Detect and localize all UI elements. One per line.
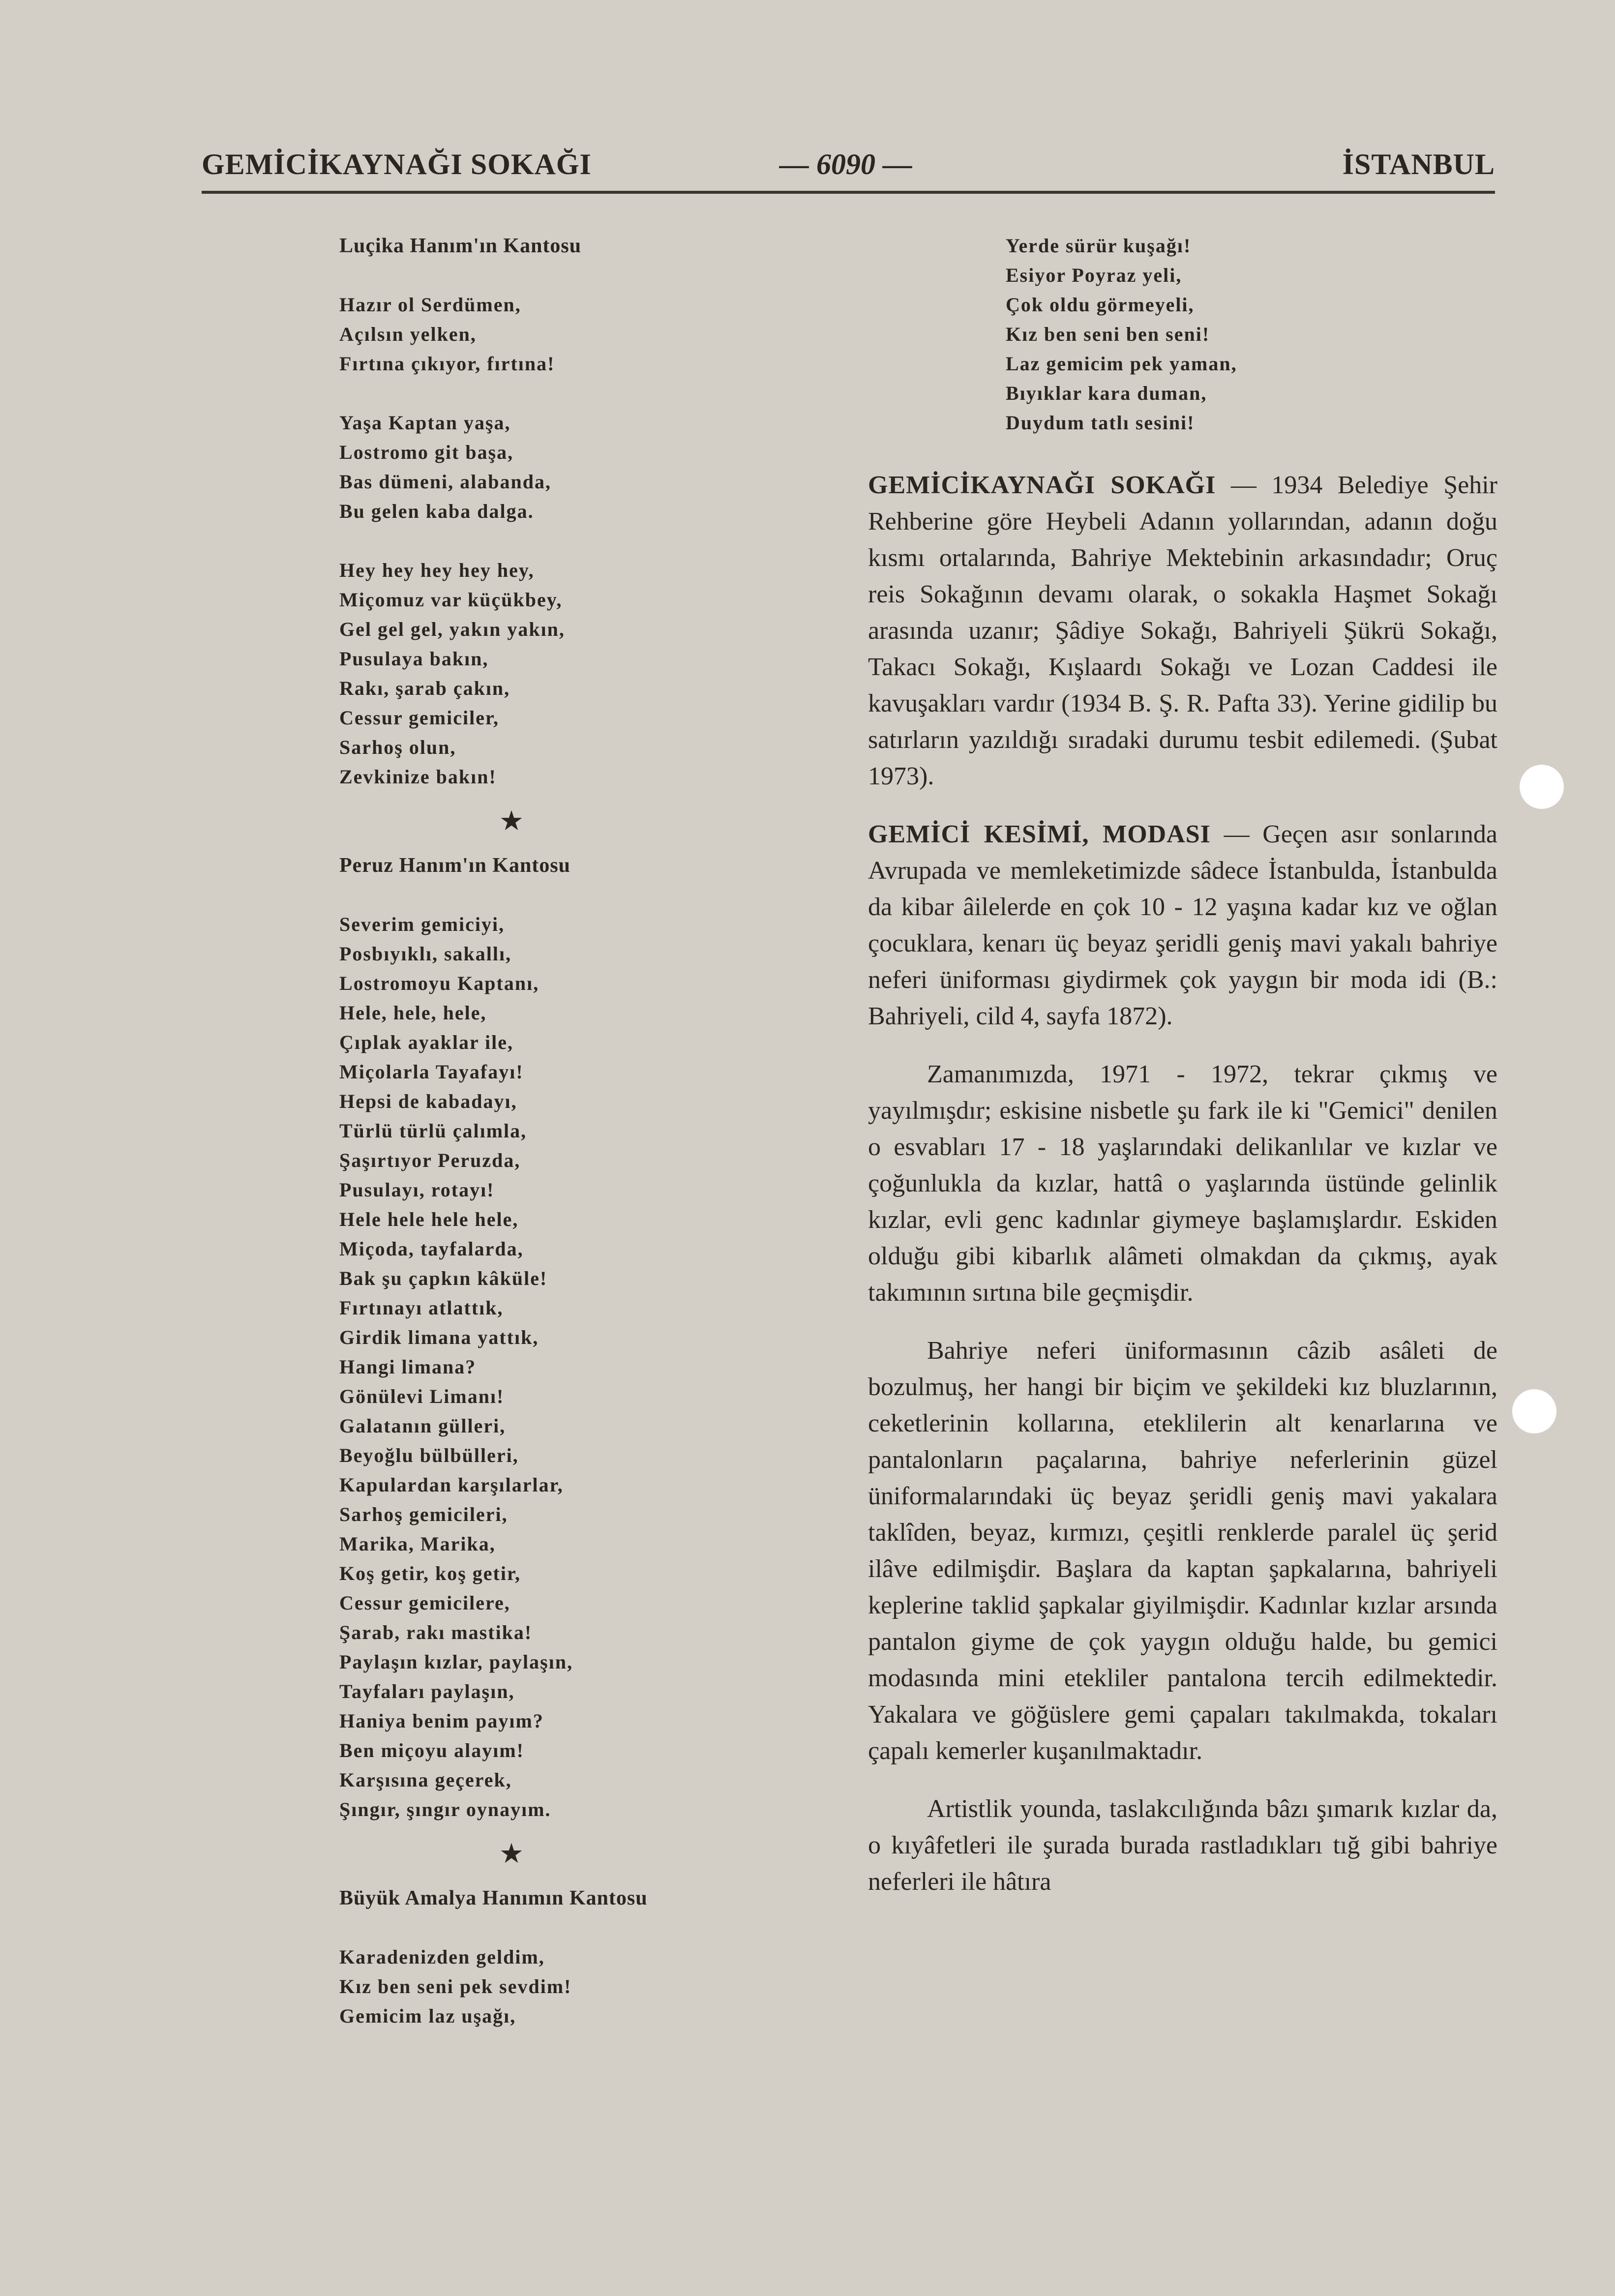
poem-line: Çıplak ayaklar ile, — [339, 1031, 513, 1053]
poem-title-peruz: Peruz Hanım'ın Kantosu — [339, 854, 571, 877]
poem-line: Galatanın gülleri, — [339, 1415, 506, 1437]
poem-stanza — [339, 1942, 782, 2031]
poem-line: Pusulayı, rotayı! — [339, 1179, 495, 1201]
poem-line: Karadenizden geldim, — [339, 1946, 545, 1968]
poem-line: Zevkinize bakın! — [339, 766, 497, 788]
poem-line: Hepsi de kabadayı, — [339, 1090, 517, 1112]
poem-line: Sarhoş gemicileri, — [339, 1503, 508, 1525]
poem-continuation — [1006, 231, 1497, 438]
poem-line: Cessur gemiciler, — [339, 707, 500, 729]
header-street-title: GEMİCİKAYNAĞI SOKAĞI — [202, 148, 592, 180]
binder-hole — [1512, 1389, 1556, 1433]
entry-text: — 1934 Belediye Şehir Rehberine göre Heybeli Adanın yollarından, adanın doğu kısmı ortalarında, Bahriye Mektebinin arkasındadır; Oruç reis Sokağının devamı olarak, o sokakla Haşmet Sokağı arasında uzanır; Şâdiye Sokağı, Bahriyeli Şükrü Sokağı, Takacı Sokağı, Kışlaardı Sokağı ve Lozan Caddesi ile kavuşakları vardır (1934 B. Ş. R. Pafta 33). Yerine gidilip bu satırların yazıldığı sıradaki durumu tesbit edilemedi. (Şubat 1973). — [868, 471, 1497, 790]
poem-line: Bıyıklar kara duman, — [1006, 382, 1207, 404]
poem-line: Türlü türlü çalımla, — [339, 1120, 527, 1142]
entry-paragraph: Artistlik younda, taslakcılığında bâzı şımarık kızlar da, o kıyâfetleri ile şurada burada rastladıkları tığ gibi bahriye neferleri ile hâtıra — [868, 1795, 1497, 1896]
poem-line: Miçomuz var küçükbey, — [339, 589, 563, 611]
poem-line: Beyoğlu bülbülleri, — [339, 1444, 519, 1466]
poem-line: Kapulardan karşılarlar, — [339, 1474, 564, 1496]
entry-gemici-kesimi — [868, 816, 1497, 1035]
poem-line: Hazır ol Serdümen, — [339, 294, 521, 316]
poem-line: Miçolarla Tayafayı! — [339, 1061, 524, 1083]
header-rule — [202, 191, 1495, 194]
poem-line: Laz gemicim pek yaman, — [1006, 353, 1237, 375]
poem-line: Fırtınayı atlattık, — [339, 1297, 504, 1319]
poem-line: Ben miçoyu alayım! — [339, 1739, 524, 1761]
poem-line: Hangi limana? — [339, 1356, 477, 1378]
poem-line: Kız ben seni pek sevdim! — [339, 1975, 572, 1998]
poem-line: Açılsın yelken, — [339, 323, 477, 345]
poem-line: Hele hele hele hele, — [339, 1208, 519, 1230]
poem-stanza — [339, 408, 782, 526]
poem-line: Girdik limana yattık, — [339, 1326, 539, 1348]
poem-line: Haniya benim payım? — [339, 1710, 544, 1732]
poem-line: Bas dümeni, alabanda, — [339, 471, 552, 493]
poem-line: Esiyor Poyraz yeli, — [1006, 264, 1182, 286]
poem-title-amalya: Büyük Amalya Hanımın Kantosu — [339, 1887, 648, 1909]
poem-line: Cessur gemicilere, — [339, 1592, 510, 1614]
page-number: — 6090 — — [779, 148, 912, 180]
poem-line: Bu gelen kaba dalga. — [339, 500, 534, 522]
entry-paragraph: Zamanımızda, 1971 - 1972, tekrar çıkmış ve yayılmışdır; eskisine nisbetle şu fark ile ki "Gemici" denilen o esvabları 17 - 18 yaşlarındaki delikanlılar ve kızlar ve çoğunlukla da kızlar, hattâ o yaşlarında üstünde gelinlik kızlar, evli genc kadınlar giymeye başlamışlardır. Eskiden olduğu gibi kibarlık alâmeti olmakdan da çıkmış, ayak takımının sırtına bile geçmişdir. — [868, 1060, 1497, 1307]
poem-line: Bak şu çapkın kâküle! — [339, 1267, 548, 1289]
poem-line: Çok oldu görmeyeli, — [1006, 294, 1195, 316]
poem-line: Severim gemiciyi, — [339, 913, 505, 935]
poem-line: Pusulaya bakın, — [339, 648, 489, 670]
poem-line: Rakı, şarab çakın, — [339, 677, 510, 699]
entry-term: GEMİCİ KESİMİ, MODASI — [868, 820, 1211, 848]
header-city: İSTANBUL — [1342, 148, 1495, 180]
poem-line: Gel gel gel, yakın yakın, — [339, 618, 565, 640]
left-column — [339, 231, 782, 2031]
poem-line: Yerde sürür kuşağı! — [1006, 235, 1192, 257]
entry-text: — Geçen asır sonlarında Avrupada ve memleketimizde sâdece İstanbulda, İstanbulda da kibar âilelerde en çok 10 - 12 yaşına kadar kız ve oğlan çocuklara, kenarı üç beyaz şeridli geniş mavi yakalı bahriye neferi üniforması giydirmek çok yaygın bir moda idi (B.: Bahriyeli, cild 4, sayfa 1872). — [868, 820, 1497, 1030]
poem-line: Karşısına geçerek, — [339, 1769, 512, 1791]
poem-line: Sarhoş olun, — [339, 736, 456, 758]
poem-line: Şaşırtıyor Peruzda, — [339, 1149, 521, 1171]
poem-stanza — [339, 556, 782, 792]
right-column — [868, 231, 1497, 1922]
poem-line: Tayfaları paylaşın, — [339, 1680, 515, 1702]
poem-line: Kız ben seni ben seni! — [1006, 323, 1210, 345]
entry-gemicikaynagi — [868, 467, 1497, 795]
poem-line: Hey hey hey hey hey, — [339, 559, 535, 581]
poem-line: Yaşa Kaptan yaşa, — [339, 412, 511, 434]
poem-line: Miçoda, tayfalarda, — [339, 1238, 524, 1260]
poem-line: Paylaşın kızlar, paylaşın, — [339, 1651, 573, 1673]
binder-hole — [1520, 765, 1564, 809]
poem-line: Koş getir, koş getir, — [339, 1562, 521, 1584]
poem-line: Duydum tatlı sesini! — [1006, 412, 1195, 434]
poem-line: Lostromo git başa, — [339, 441, 514, 463]
star-separator-icon: ★ — [499, 806, 524, 836]
poem-title-luçika: Luçika Hanım'ın Kantosu — [339, 235, 582, 257]
entry-paragraph: Bahriye neferi üniformasının câzib asâleti de bozulmuş, her hangi bir biçim ve şekildeki kız bluzlarının, ceketlerinin kollarına, eteklilerin alt kenarlarına ve pantalonların paçalarına, bahriye neferlerinin güzel üniformalarındaki üç beyaz şeridli geniş mavi yakalara taklîden, beyaz, kırmızı, çeşitli renklerde paralel üç şerid ilâve edilmişdir. Başlara da kaptan şapkalarına, bahriyeli keplerine taklid şapkalar giyilmişdir. Kadınlar kızlar arsında pantalon giyme de çok yaygın olduğu halde, bu gemici modasında mini etekliler pantalona tercih edilmektedir. Yakalara ve göğüslere gemi çapaları takılmakda, tokaları çapalı kemerler kuşanılmaktadır. — [868, 1337, 1497, 1765]
poem-line: Marika, Marika, — [339, 1533, 496, 1555]
star-separator-icon: ★ — [499, 1839, 524, 1869]
poem-line: Posbıyıklı, sakallı, — [339, 943, 512, 965]
poem-line: Fırtına çıkıyor, fırtına! — [339, 353, 555, 375]
poem-line: Hele, hele, hele, — [339, 1002, 487, 1024]
entry-term: GEMİCİKAYNAĞI SOKAĞI — [868, 471, 1216, 499]
poem-line: Gönülevi Limanı! — [339, 1385, 505, 1407]
poem-line: Lostromoyu Kaptanı, — [339, 972, 539, 994]
poem-line: Gemicim laz uşağı, — [339, 2005, 516, 2027]
page-header — [202, 148, 1495, 187]
poem-line: Şarab, rakı mastika! — [339, 1621, 533, 1643]
poem-stanza — [339, 910, 782, 1824]
poem-stanza — [339, 290, 782, 379]
poem-line: Şıngır, şıngır oynayım. — [339, 1798, 551, 1820]
